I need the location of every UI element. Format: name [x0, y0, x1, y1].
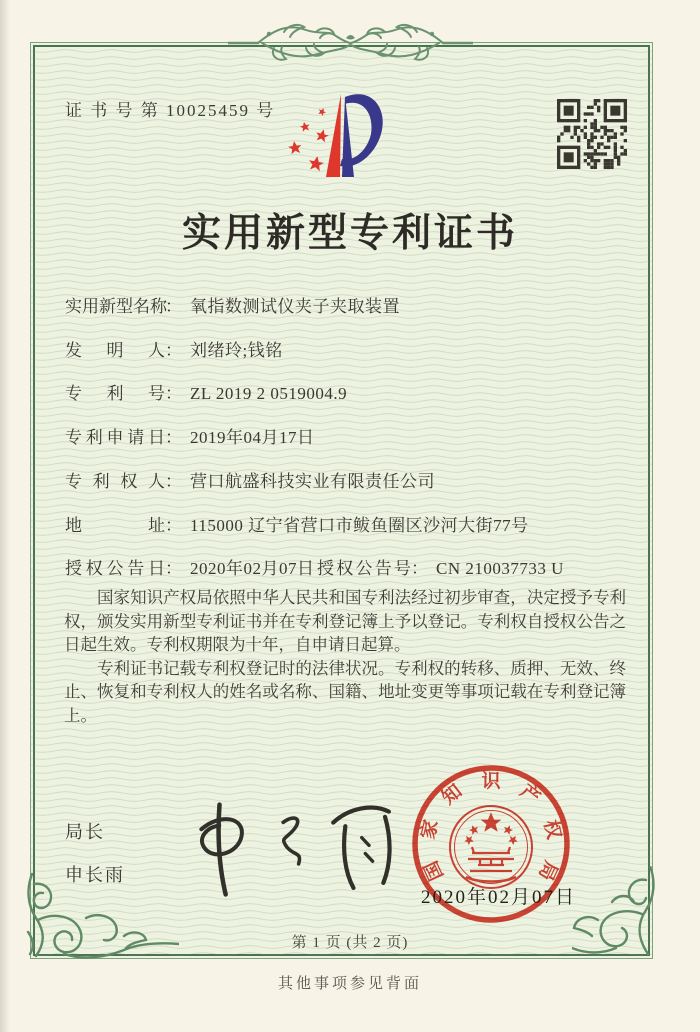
legal-text: [64, 586, 626, 728]
field-label: 地址: [65, 516, 165, 535]
field-patent-number: [65, 379, 625, 404]
field-label-grant-date: 授权公告日: [65, 559, 165, 578]
corner-flourish-icon: [24, 872, 179, 964]
footer-note: 其他事项参见背面: [277, 976, 422, 992]
national-emblem: [450, 806, 532, 888]
field-inventor: [65, 336, 625, 361]
field-value: 115000 辽宁省营口市鲅鱼圈区沙河大街77号: [190, 516, 529, 535]
certificate-number: 证 书 号 第 10025459 号: [65, 101, 276, 120]
field-grant-number-pair: [317, 554, 564, 579]
svg-text:国: 国: [420, 857, 448, 884]
field-value-grant-number: CN 210037733 U: [436, 559, 564, 578]
field-label: 发明人: [65, 341, 165, 360]
certificate-title: 实用新型专利证书: [181, 212, 518, 255]
field-value: 2019年04月17日: [190, 428, 315, 447]
field-colon: ：: [165, 516, 182, 535]
qr-code-icon: [557, 99, 627, 169]
field-patentee: [65, 467, 625, 492]
svg-text:局: 局: [534, 857, 562, 884]
svg-text:识: 识: [481, 771, 501, 792]
field-address: [65, 511, 625, 536]
field-label: 专利号: [65, 384, 165, 403]
svg-text:权: 权: [539, 817, 565, 842]
seal-date: 2020年02月07日: [421, 887, 577, 908]
field-colon: ：: [165, 297, 182, 316]
legal-paragraph-1: 国家知识产权局依照中华人民共和国专利法经过初步审查，决定授予专利权，颁发实用新型专利证书并在专利登记簿上予以登记。专利权自授权公告之日起生效。专利权期限为十年，自申请日起算。: [64, 588, 626, 655]
logo-stars: [287, 107, 329, 172]
field-colon: ：: [165, 384, 182, 403]
field-colon: ：: [411, 559, 428, 578]
field-filing-date: [65, 423, 625, 448]
cnipa-logo-icon: [278, 82, 408, 200]
field-value: 刘绪玲;钱铭: [190, 341, 283, 360]
director-signature-icon: [188, 792, 400, 900]
field-colon: ：: [165, 472, 182, 491]
field-grant-row: [65, 554, 625, 579]
field-value: 氧指数测试仪夹子夹取装置: [190, 297, 400, 316]
field-utility-model-name: [65, 292, 625, 317]
director-title: 局长: [65, 822, 105, 842]
page-number: 第 1 页 (共 2 页): [291, 935, 409, 951]
dragon-ornament-icon: [228, 20, 473, 66]
svg-text:产: 产: [515, 780, 544, 810]
field-label: 专利申请日: [65, 428, 165, 447]
field-label: 实用新型名称: [65, 297, 167, 316]
field-label: 专利权人: [65, 472, 165, 491]
field-colon: ：: [165, 341, 182, 360]
field-colon: ：: [165, 559, 182, 578]
legal-paragraph-2: 专利证书记载专利权登记时的法律状况。专利权的转移、质押、无效、终止、恢复和专利权人的姓名或名称、国籍、地址变更等事项记载在专利登记簿上。: [64, 658, 626, 725]
field-label-grant-number: 授权公告号: [317, 559, 411, 578]
corner-flourish-icon: [572, 866, 658, 962]
field-value: ZL 2019 2 0519004.9: [190, 384, 348, 403]
field-value: 营口航盛科技实业有限责任公司: [190, 472, 435, 491]
field-colon: ：: [165, 428, 182, 447]
field-value-grant-date: 2020年02月07日: [190, 559, 315, 578]
director-name: 申长雨: [65, 865, 125, 885]
svg-text:家: 家: [417, 817, 443, 842]
svg-text:知: 知: [438, 780, 467, 810]
